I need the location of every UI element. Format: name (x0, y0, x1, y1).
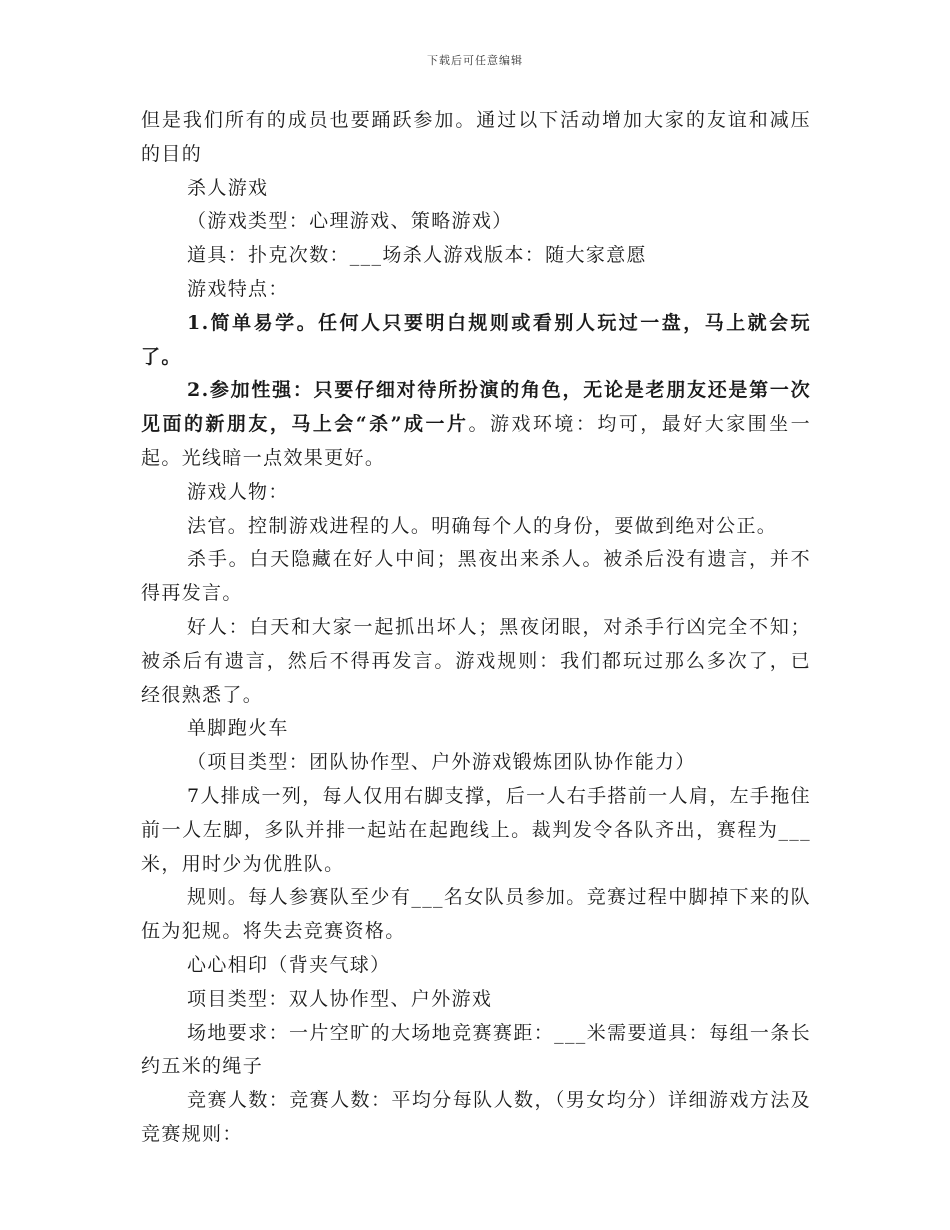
paragraph (141, 746, 811, 780)
paragraph-text: 7人排成一列，每人仅用右脚支撑，后一人右手搭前一人肩，左手拖住前一人左脚，多队并排一起站在起跑线上。裁判发令各队齐出，赛程为___米，用时少为优胜队。 (141, 784, 811, 875)
paragraph-text: 。游戏环境：均可，最好大家围坐一起。光线暗一点效果更好。 (141, 413, 811, 469)
paragraph-text: 游戏特点： (187, 277, 289, 300)
paragraph (141, 476, 811, 510)
paragraph-text: 单脚跑火车 (187, 717, 289, 740)
paragraph (141, 307, 811, 375)
paragraph (141, 543, 811, 611)
section-title (141, 949, 811, 983)
paragraph-text: 心心相印（背夹气球） (187, 953, 391, 976)
paragraph-text: 规则。每人参赛队至少有___名女队员参加。竞赛过程中脚掉下来的队伍为犯规。将失去竞赛资格。 (141, 886, 811, 943)
paragraph (141, 205, 811, 239)
paragraph (141, 239, 811, 273)
paragraph (141, 611, 811, 712)
document-body (141, 104, 811, 1152)
paragraph (141, 1017, 811, 1085)
paragraph (141, 780, 811, 881)
bold-text: 2.参加性强：只要仔细对待所扮演的角色，无论是老朋友还是第一次见面的新朋友，马上会“杀”成一片 (141, 379, 811, 436)
paragraph-text: 场地要求：一片空旷的大场地竞赛赛距：___米需要道具：每组一条长约五米的绳子 (141, 1021, 811, 1078)
paragraph-text: 游戏人物： (187, 480, 289, 503)
paragraph (141, 1084, 811, 1152)
paragraph-text: 竞赛人数：竞赛人数：平均分每队人数，（男女均分）详细游戏方法及竞赛规则： (141, 1089, 811, 1145)
paragraph (141, 104, 811, 172)
paragraph-text: （游戏类型：心理游戏、策略游戏） (187, 210, 513, 233)
section-title (141, 712, 811, 746)
paragraph-text: 杀人游戏 (187, 176, 269, 199)
paragraph (141, 374, 811, 475)
paragraph-text: 杀手。白天隐藏在好人中间；黑夜出来杀人。被杀后没有遗言，并不得再发言。 (141, 548, 811, 605)
paragraph (141, 510, 811, 544)
paragraph-text: （项目类型：团队协作型、户外游戏锻炼团队协作能力） (187, 751, 696, 774)
paragraph (141, 983, 811, 1017)
paragraph-text: 法官。控制游戏进程的人。明确每个人的身份，要做到绝对公正。 (187, 514, 778, 537)
paragraph-text: 道具：扑克次数：___场杀人游戏版本：随大家意愿 (187, 244, 647, 267)
paragraph (141, 881, 811, 949)
paragraph-text: 好人：白天和大家一起抓出坏人；黑夜闭眼，对杀手行凶完全不知；被杀后有遗言，然后不得再发言。游戏规则：我们都玩过那么多次了，已经很熟悉了。 (141, 615, 811, 706)
paragraph (141, 273, 811, 307)
paragraph-text: 但是我们所有的成员也要踊跃参加。通过以下活动增加大家的友谊和减压的目的 (141, 109, 811, 165)
paragraph-text: 项目类型：双人协作型、户外游戏 (187, 987, 493, 1010)
bold-text: 1.简单易学。任何人只要明白规则或看别人玩过一盘，马上就会玩了。 (141, 311, 811, 368)
page-header: 下载后可任意编辑 (427, 54, 523, 67)
section-title (141, 172, 811, 206)
